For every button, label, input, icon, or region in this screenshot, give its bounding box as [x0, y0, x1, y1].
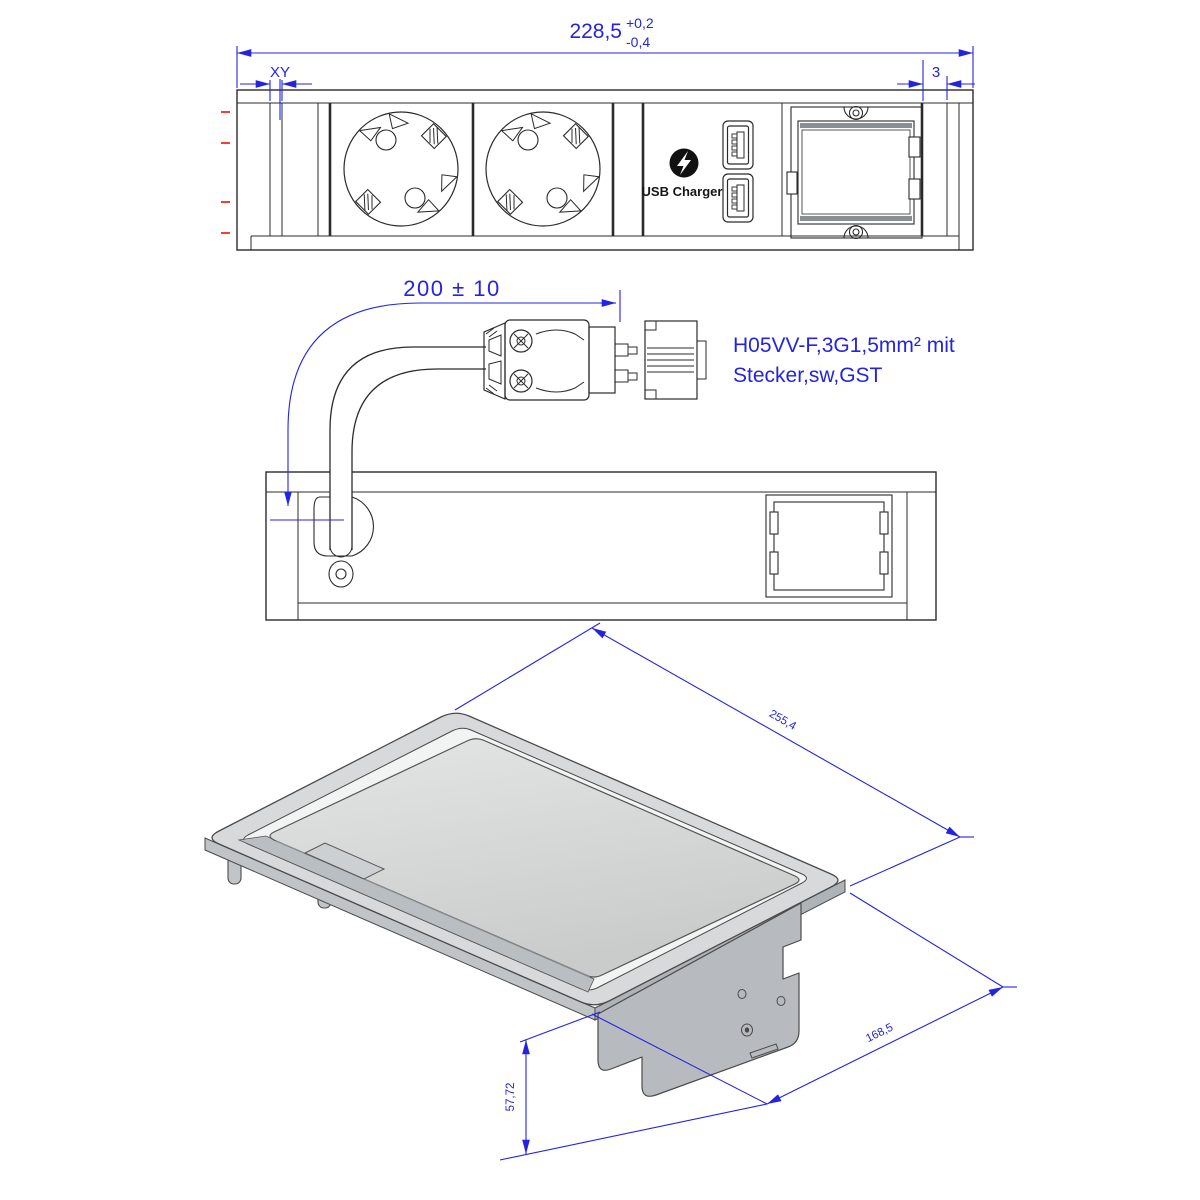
dim-xy [240, 79, 312, 120]
dim-iso-height-label: 57,72 [505, 1082, 517, 1112]
cable-fill [330, 347, 486, 550]
iso-view [205, 623, 1017, 1160]
dim-3-label: 3 [931, 64, 941, 81]
gst-connector [484, 320, 706, 400]
cable-spec-line1: H05VV-F,3G1,5mm² mit [733, 334, 955, 357]
module-slot [787, 107, 922, 239]
rear-module-cutout [766, 495, 892, 597]
usb-charger-label: USB Charger [641, 184, 723, 199]
dim-xy-label: XY [269, 64, 291, 81]
schuko-socket-2 [486, 112, 600, 226]
dim-iso-depth-line [767, 987, 1003, 1104]
rear-view [266, 276, 955, 620]
dim-overall-tol-plus: +0,2 [626, 15, 654, 31]
cable-spec-note [733, 334, 955, 387]
dim-iso-length-label: 255,4 [767, 708, 798, 733]
dim-overall-tol-minus: -0,4 [626, 34, 651, 50]
crop-marks [221, 112, 230, 233]
screw-hole [329, 561, 353, 587]
dim-cable-length [270, 290, 620, 520]
usb-port-top [723, 121, 753, 169]
usb-port-bottom [723, 174, 753, 222]
dim-cable-length-label: 200 ± 10 [403, 276, 501, 301]
dim-overall-width [237, 46, 973, 88]
cable-spec-line2: Stecker,sw,GST [733, 364, 883, 387]
dim-iso-depth-label: 168,5 [864, 1021, 896, 1046]
dim-overall-value: 228,5 [569, 20, 622, 43]
usb-charger-icon [670, 149, 699, 178]
usb-charger-cell [642, 121, 753, 222]
ext-line [455, 623, 600, 710]
front-view [221, 15, 975, 250]
schuko-socket-1 [344, 112, 458, 226]
